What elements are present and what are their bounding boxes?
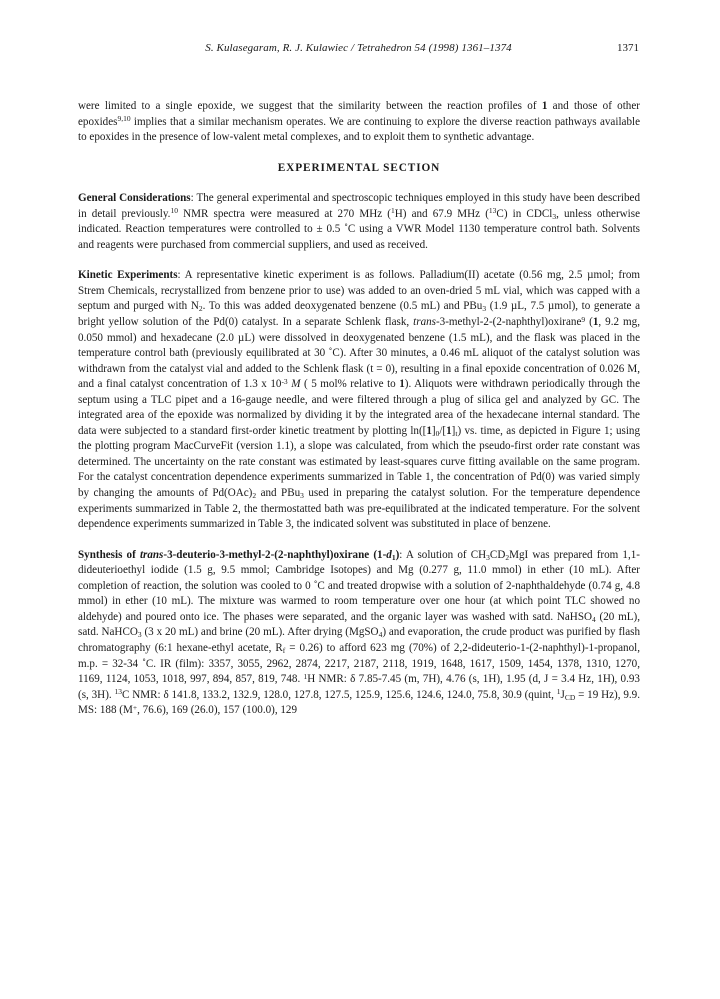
text-run: and those of other epoxides [78, 100, 640, 128]
subscript: 3 [300, 491, 304, 501]
charge-superscript: + [132, 702, 138, 712]
coupling-superscript: 1 [556, 687, 561, 697]
text-run: J [560, 688, 565, 701]
text-run: H) and 67.9 MHz ( [394, 207, 489, 220]
synthesis-paragraph [78, 548, 640, 719]
subscript: 4 [592, 614, 596, 624]
subscript: f [282, 645, 286, 655]
text-run: : A solution of CH [399, 548, 487, 561]
subscript: 4 [378, 630, 383, 640]
run-in-heading: Kinetic Experiments [78, 269, 178, 282]
running-head: S. Kulasegaram, R. J. Kulawiec / Tetrahedron 54 (1998) 1361–1374 [205, 42, 512, 54]
reference-citation: 10 [170, 206, 178, 216]
subscript: t [455, 428, 458, 438]
subscript: 0 [435, 428, 440, 438]
italic-label: d [386, 548, 392, 561]
exponent: -3 [281, 376, 288, 386]
subscript: 3 [486, 552, 490, 562]
text-run: (1.9 µL, 7.5 µmol), to generate a bright yellow solution of the Pd(0) catalyst. In a separate Schlenk flask, [78, 300, 640, 329]
subscript: CD [564, 692, 576, 702]
isotope-superscript: 13 [488, 206, 497, 216]
text-run: ( [585, 316, 593, 329]
run-in-heading: General Considerations [78, 192, 191, 205]
text-run: , 76.6), 169 (26.0), 157 (100.0), 129 [137, 704, 298, 717]
reference-citation: 9,10 [117, 114, 131, 124]
compound-number: 1 [399, 378, 405, 391]
text-run: : The general experimental and spectroscopic techniques employed in this study have been described in detail previously. [78, 192, 641, 220]
run-in-heading [78, 549, 399, 561]
kinetic-experiments-paragraph [78, 268, 640, 532]
text-run: ). Aliquots were withdrawn periodically through the septum using a TLC pipet and a 16-gauge needle, and were filtered through a plug of silica gel and analyzed by GC. The integrated area of the epoxide was normalized by dividing it by the integrated area of the hexadecane internal standard. The data were subjected to a standard first-order kinetic treatment by plotting ln([ [78, 378, 640, 437]
text-run: = 0.26) to afford 623 mg (70%) of 2,2-dideuterio-1-(2-naphthyl)-1-propanol, m.p. = 32-34 ˚C. IR (film): 3357, 3055, 2962, 2874, 2217, 2187, 2118, 1919, 1648, 1617, 1509, 1454, 1378, 1310, 1270, 1169, 1124, 1053, 1018, 997, 894, 857, 819, 748. [78, 641, 640, 686]
text-run: (3 x 20 mL) and brine (20 mL). After drying (MgSO [141, 626, 379, 639]
text-run: C NMR: δ 141.8, 133.2, 132.9, 128.0, 127.8, 127.5, 125.9, 125.6, 124.6, 124.0, 75.8, 30.9 (quint, [122, 688, 557, 701]
heading-run: Synthesis of [78, 548, 140, 561]
section-title: EXPERIMENTAL SECTION [277, 161, 441, 174]
subscript: 1 [391, 552, 396, 562]
page-number: 1371 [617, 42, 639, 54]
compound-number: 1 [592, 316, 599, 329]
subscript: 3 [482, 304, 487, 314]
text-run: -3-methyl-2-(2-naphthyl)oxirane [435, 316, 582, 329]
text-run: CD [489, 548, 506, 561]
text-run: used in preparing the catalyst solution. For the temperature dependence experiments summarized in Table 2, the thermostatted bath was pre-equilibrated at the indicated temperature. For the solvent dependence experiments summarized in Table 3, the indicated solvent was substituted in place of benzene. [78, 487, 640, 531]
italic-unit: M [291, 378, 301, 391]
compound-number: 1 [541, 100, 548, 112]
page-header [78, 42, 639, 56]
text-run: ) vs. time, as depicted in Figure 1; using the plotting program MacCurveFit (version 1.1), a slope was calculated, from which the pseudo-first order rate constant was determined. The uncertainty on the rate constant was estimated by least-squares curve fitting available on the same program. For the catalyst concentration dependence experiments summarized in Table 1, the concentration of Pd(0) was varied simply by changing the amounts of Pd(OAc) [78, 424, 640, 500]
heading-run: -3-deuterio-3-methyl-2-(2-naphthyl)oxirane ( [163, 548, 378, 561]
subscript: 3 [552, 211, 557, 221]
text-run: C) in CDCl [496, 207, 553, 220]
text-run: ] [431, 424, 436, 437]
reference-citation: 9 [581, 314, 586, 324]
subscript: 3 [137, 630, 142, 640]
compound-number: 1 [446, 424, 452, 437]
heading-run: - [382, 548, 387, 561]
text-run: and PBu [256, 487, 301, 500]
isotope-superscript: 1 [303, 671, 308, 681]
text-run: H NMR: δ 7.85-7.45 (m, 7H), 4.76 (s, 1H), 1.95 (d, J = 3.4 Hz, 1H), 0.93 (s, 3H). [78, 673, 640, 701]
text-run: , 9.2 mg, 0.050 mmol) and hexadecane (2.0 µL) were dissolved in deoxygenated benzene (1.5 mL), and the flask was placed in the temperature control bath (previously equilibrated at 30 ˚C). After 30 minutes, a 0.46 mL aliquot of the catalyst solution was withdrawn from the catalyst vial and added to the Schlenk flask (t = 0), resulting in a final epoxide concentration of 0.026 M, and a final catalyst concentration of 1.3 x 10 [78, 316, 640, 391]
compound-number: 1 [426, 424, 432, 437]
text-run: = 19 Hz), 9.9. MS: 188 (M [78, 688, 641, 717]
text-run: . To this was added deoxygenated benzene (0.5 mL) and PBu [202, 300, 483, 313]
text-run: were limited to a single epoxide, we suggest that the similarity between the reaction profiles of [78, 100, 542, 112]
text-run: ( 5 mol% relative to [300, 378, 400, 391]
text-run: MgI was prepared from 1,1-dideuterioethyl iodide (1.5 g, 9.5 mmol; Cambridge Isotopes) and Mg (0.277 g, 11.0 mmol) in ether (10 mL). After completion of reaction, the solution was cooled to 0 ˚C and treated dropwise with a solution of 2-naphthaldehyde (0.74 g, 4.8 mmol) in ether (10 mL). The mixture was warmed to room temperature over one hour (at which point TLC showed no aldehyde) and poured onto ice. The phases were separated, and the organic layer was washed with satd. NaHSO [78, 548, 640, 623]
intro-paragraph [78, 99, 640, 146]
isotope-superscript: 1 [390, 206, 395, 216]
italic-prefix: trans [413, 316, 436, 329]
article-body [78, 99, 640, 734]
text-run: ) and evaporation, the crude product was purified by flash chromatography (6:1 hexane-ethyl acetate, R [78, 626, 641, 654]
text-run: NMR spectra were measured at 270 MHz ( [177, 207, 391, 220]
general-considerations-paragraph [78, 191, 640, 253]
text-run: , unless otherwise indicated. Reaction temperatures were controlled to ± 0.5 ˚C using a VWR Model 1130 temperature control bath. Solvents and reagents were purchased from commercial suppliers, and used as received. [78, 207, 640, 251]
italic-prefix: trans [139, 548, 164, 561]
compound-number: 1 [377, 548, 383, 561]
subscript: 2 [198, 304, 203, 314]
text-run: /[ [439, 424, 447, 437]
text-run: : A representative kinetic experiment is as follows. Palladium(II) acetate (0.56 mg, 2.5 µmol; from Strem Chemicals, recrystallized from benzene prior to use) was added to an oven-dried 5 mL vial, which was capped with a septum and purged with N [78, 269, 640, 313]
isotope-superscript: 13 [114, 687, 123, 697]
subscript: 2 [505, 552, 510, 562]
text-run: ] [451, 424, 456, 437]
heading-run: ) [395, 548, 400, 561]
subscript: 2 [252, 491, 257, 501]
text-run: (20 mL), satd. NaHCO [78, 610, 640, 639]
text-run: implies that a similar mechanism operates. We are continuing to explore the diverse reaction pathways available to epoxides in the presence of low-valent metal complexes, and to exploit them to synthetic advantage. [78, 115, 640, 144]
